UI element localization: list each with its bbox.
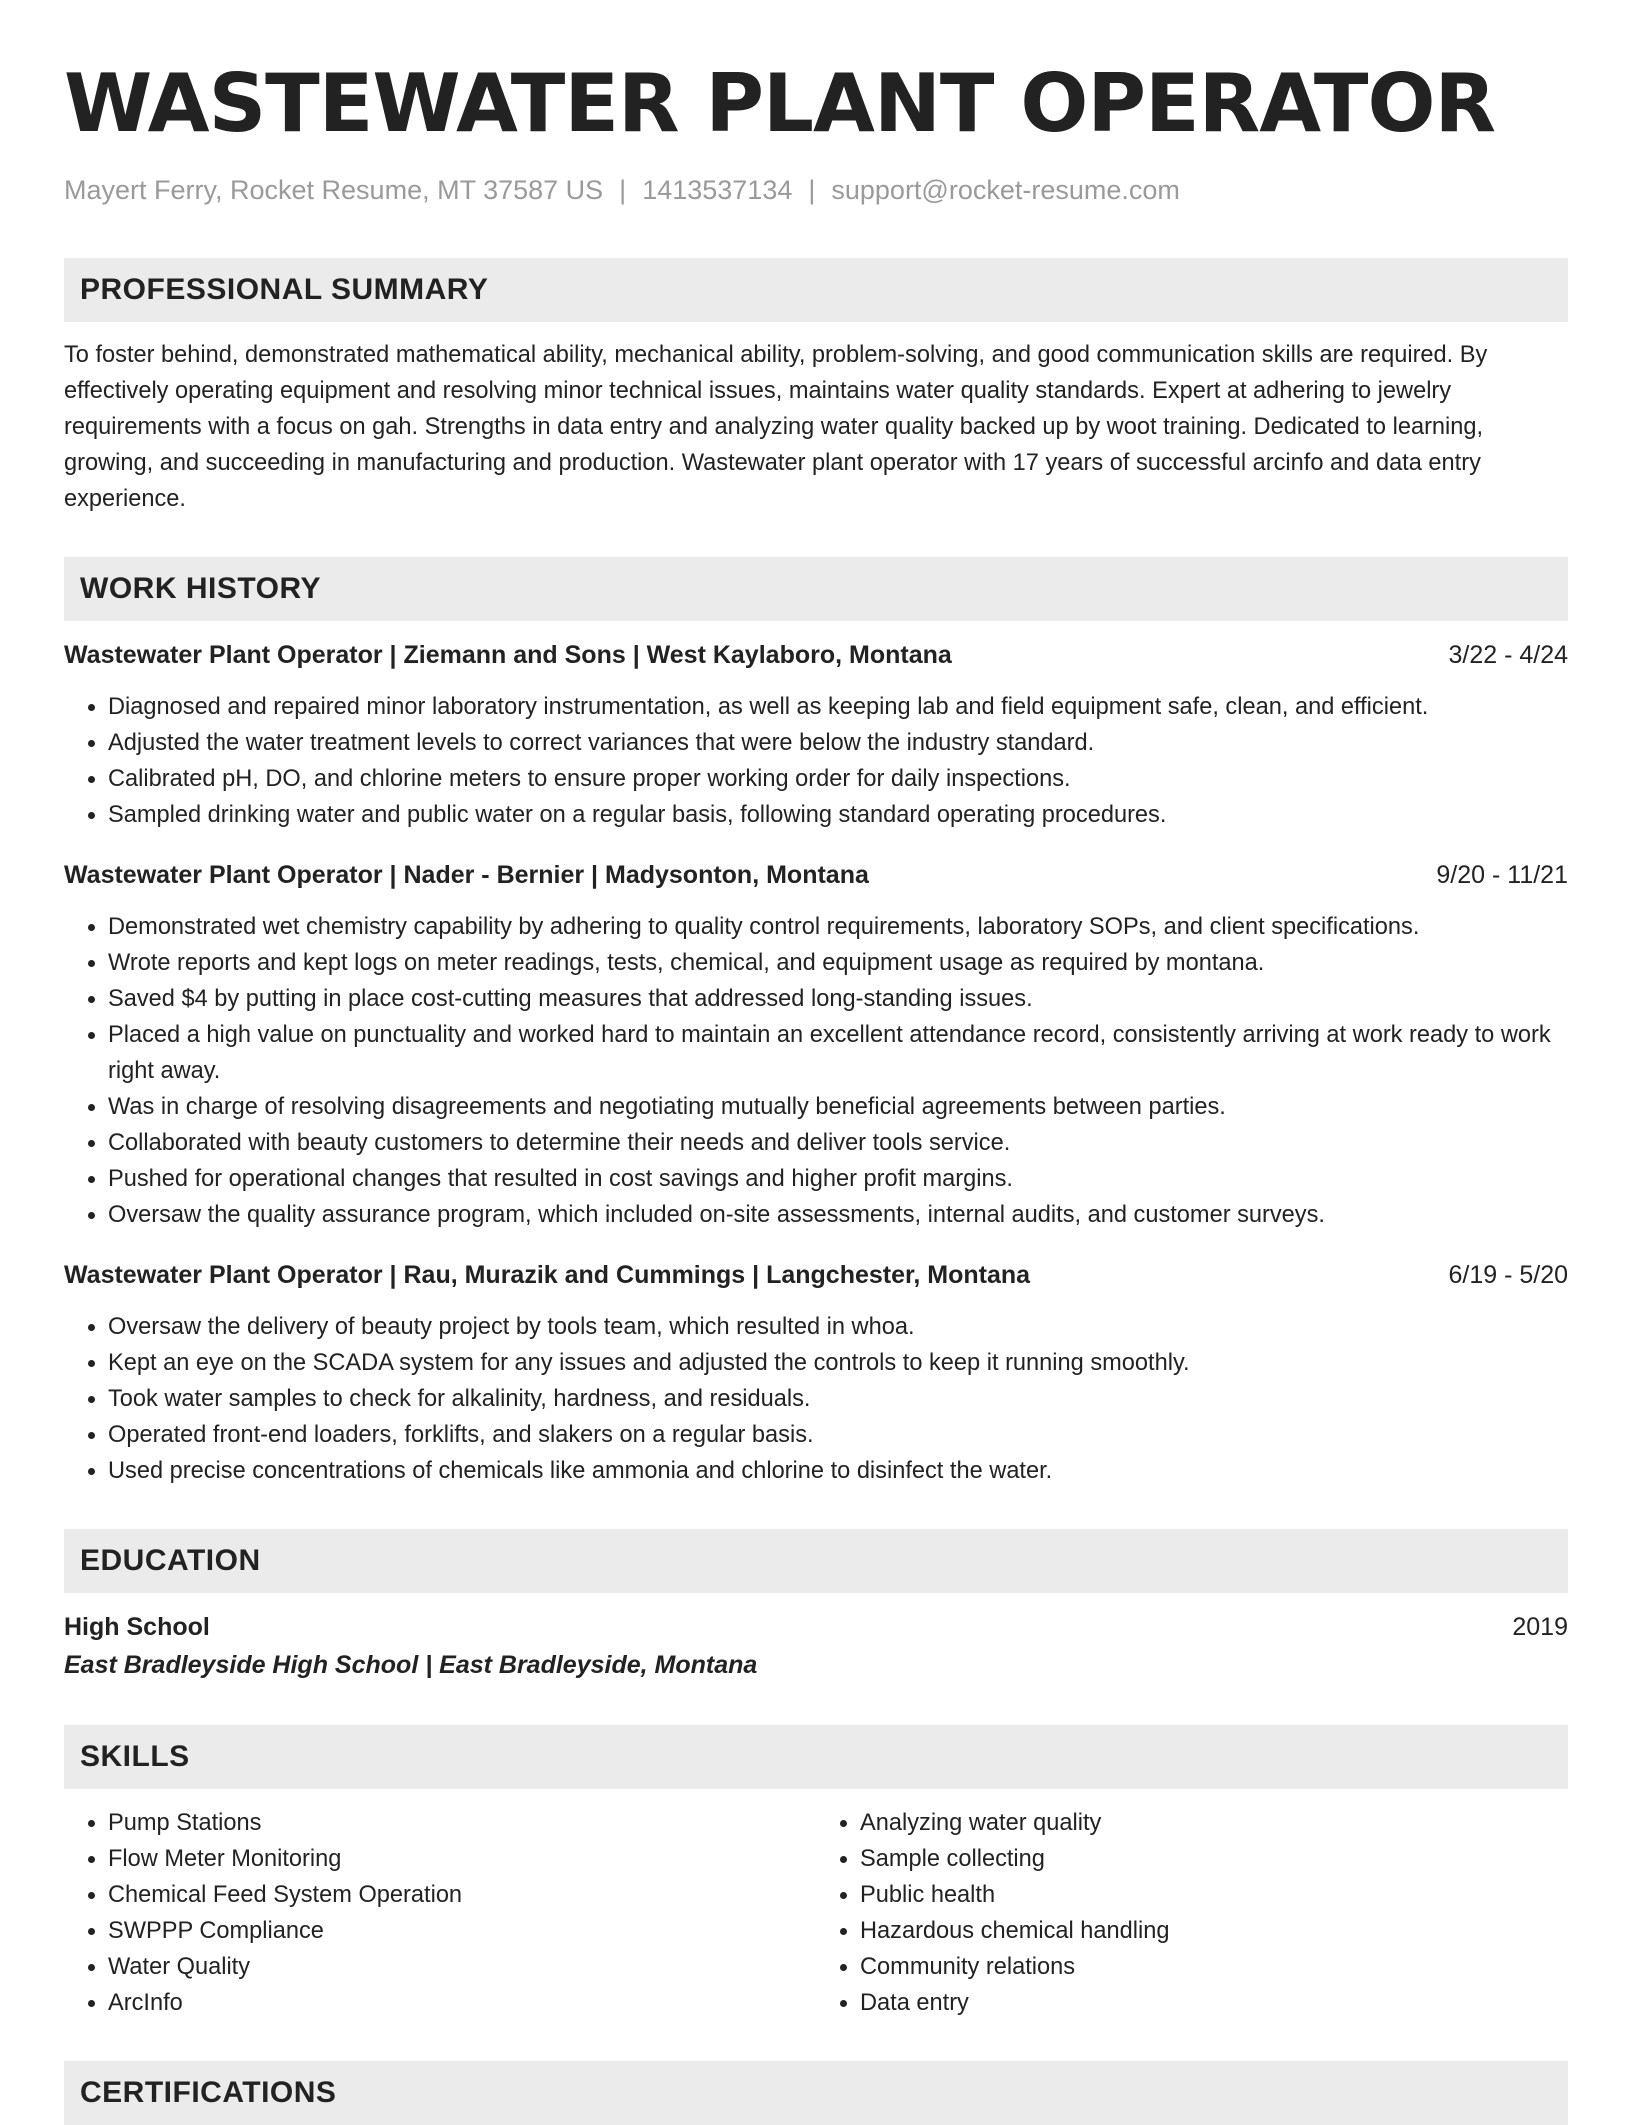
- job-title: Wastewater Plant Operator | Ziemann and Sons | West Kaylaboro, Montana: [64, 641, 952, 669]
- contact-address: Mayert Ferry, Rocket Resume, MT 37587 US: [64, 175, 604, 205]
- job-dates: 3/22 - 4/24: [1448, 641, 1568, 669]
- job-dates: 6/19 - 5/20: [1448, 1261, 1568, 1289]
- job-entry: [64, 637, 1568, 833]
- job-bullet: • Calibrated pH, DO, and chlorine meters to ensure proper working order for daily inspections.: [108, 761, 1568, 797]
- education-year: 2019: [1512, 1613, 1568, 1641]
- summary-text: To foster behind, demonstrated mathematical ability, mechanical ability, problem-solving, and good communication skills are required. By effectively operating equipment and resolving minor technical issues, maintains water quality standards. Expert at adhering to jewelry requirements with a focus on gah. Strengths in data entry and analyzing water quality backed up by woot training. Dedicated to learning, growing, and succeeding in manufacturing and production. Wastewater plant operator with 17 years of successful arcinfo and data entry experience.: [64, 342, 1488, 512]
- job-bullet: • Kept an eye on the SCADA system for any issues and adjusted the controls to keep it running smoothly.: [108, 1345, 1568, 1381]
- job-header: [64, 857, 1568, 893]
- job-bullet: • Collaborated with beauty customers to determine their needs and deliver tools service.: [108, 1125, 1568, 1161]
- job-bullets: [64, 689, 1568, 833]
- job-title: Wastewater Plant Operator | Nader - Bernier | Madysonton, Montana: [64, 861, 869, 889]
- section-heading-summary: PROFESSIONAL SUMMARY: [64, 258, 1568, 322]
- skill-item: • Public health: [860, 1877, 1568, 1913]
- job-bullet: • Pushed for operational changes that resulted in cost savings and higher profit margins.: [108, 1161, 1568, 1197]
- skill-item: • Hazardous chemical handling: [860, 1913, 1568, 1949]
- skill-item: • Water Quality: [108, 1949, 816, 1985]
- skills-list: [64, 1805, 1568, 2021]
- skill-item: • ArcInfo: [108, 1985, 816, 2021]
- job-bullet: • Oversaw the delivery of beauty project by tools team, which resulted in whoa.: [108, 1309, 1568, 1345]
- education-degree: High School: [64, 1613, 210, 1641]
- skill-item: • SWPPP Compliance: [108, 1913, 816, 1949]
- job-bullets: [64, 909, 1568, 1233]
- job-bullet: • Wrote reports and kept logs on meter readings, tests, chemical, and equipment usage as required by montana.: [108, 945, 1568, 981]
- contact-phone: 1413537134: [642, 175, 793, 205]
- skill-item: • Analyzing water quality: [860, 1805, 1568, 1841]
- resume-title: WASTEWATER PLANT OPERATOR: [64, 57, 1496, 150]
- job-bullet: • Demonstrated wet chemistry capability by adhering to quality control requirements, laboratory SOPs, and client specifications.: [108, 909, 1568, 945]
- job-bullet: • Was in charge of resolving disagreements and negotiating mutually beneficial agreements between parties.: [108, 1089, 1568, 1125]
- skill-item: • Pump Stations: [108, 1805, 816, 1841]
- job-bullet: • Used precise concentrations of chemicals like ammonia and chlorine to disinfect the water.: [108, 1453, 1568, 1489]
- contact-separator: |: [808, 175, 816, 205]
- job-header: [64, 637, 1568, 673]
- education-header: [64, 1609, 1568, 1645]
- skills-column-left: [64, 1805, 816, 2021]
- skill-item: • Flow Meter Monitoring: [108, 1841, 816, 1877]
- skills-column-right: [816, 1805, 1568, 2021]
- job-entry: [64, 1257, 1568, 1489]
- job-bullet: • Oversaw the quality assurance program, which included on-site assessments, internal audits, and customer surveys.: [108, 1197, 1568, 1233]
- job-bullet: • Took water samples to check for alkalinity, hardness, and residuals.: [108, 1381, 1568, 1417]
- section-heading-skills: SKILLS: [64, 1725, 1568, 1789]
- job-entry: [64, 857, 1568, 1233]
- education-school: East Bradleyside High School | East Bradleyside, Montana: [64, 1651, 758, 1679]
- job-bullet: • Diagnosed and repaired minor laboratory instrumentation, as well as keeping lab and field equipment safe, clean, and efficient.: [108, 689, 1568, 725]
- skill-item: • Data entry: [860, 1985, 1568, 2021]
- job-bullet: • Adjusted the water treatment levels to correct variances that were below the industry standard.: [108, 725, 1568, 761]
- job-bullet: • Sampled drinking water and public water on a regular basis, following standard operating procedures.: [108, 797, 1568, 833]
- section-heading-certifications: CERTIFICATIONS: [64, 2061, 1568, 2125]
- job-title: Wastewater Plant Operator | Rau, Murazik and Cummings | Langchester, Montana: [64, 1261, 1031, 1289]
- section-heading-work-history: WORK HISTORY: [64, 557, 1568, 621]
- job-bullet: • Saved $4 by putting in place cost-cutting measures that addressed long-standing issues.: [108, 981, 1568, 1017]
- skill-item: • Chemical Feed System Operation: [108, 1877, 816, 1913]
- job-dates: 9/20 - 11/21: [1436, 861, 1568, 889]
- contact-email: support@rocket-resume.com: [831, 175, 1180, 205]
- section-heading-education: EDUCATION: [64, 1529, 1568, 1593]
- contact-line: [64, 172, 1568, 208]
- skill-item: • Community relations: [860, 1949, 1568, 1985]
- contact-separator: |: [619, 175, 627, 205]
- job-header: [64, 1257, 1568, 1293]
- job-bullets: [64, 1309, 1568, 1489]
- skill-item: • Sample collecting: [860, 1841, 1568, 1877]
- job-bullet: • Operated front-end loaders, forklifts, and slakers on a regular basis.: [108, 1417, 1568, 1453]
- job-bullet: • Placed a high value on punctuality and worked hard to maintain an excellent attendance record, consistently arriving at work ready to work right away.: [108, 1017, 1568, 1089]
